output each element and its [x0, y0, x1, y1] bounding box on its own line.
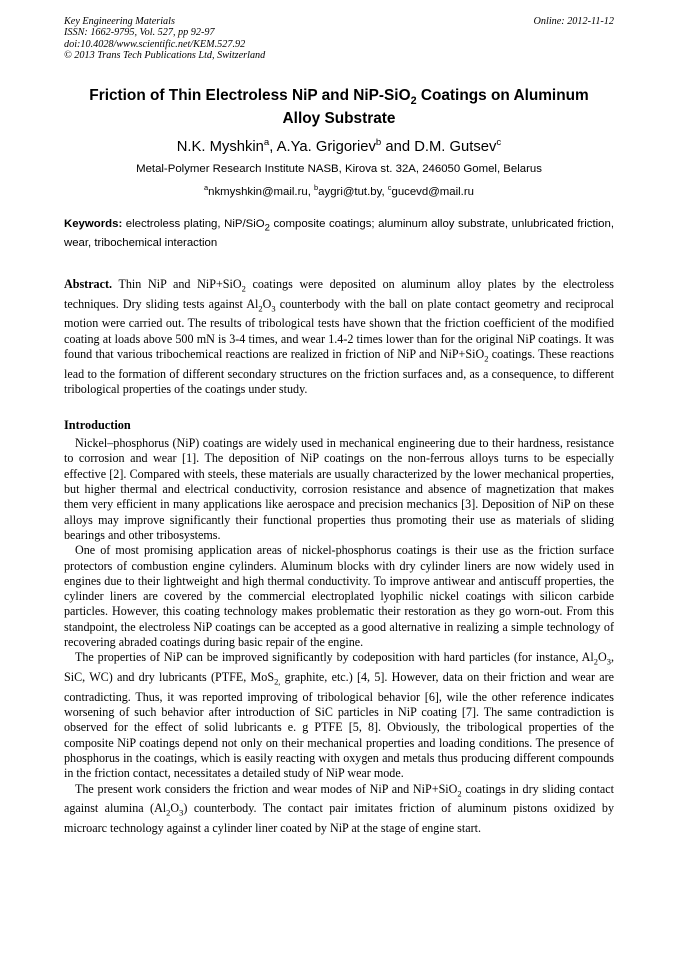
author-list	[64, 134, 614, 156]
keywords-subscript: 2	[264, 222, 270, 234]
author-separator: ,	[269, 139, 277, 156]
keywords	[64, 217, 614, 250]
paragraph-subscript: 3	[179, 807, 184, 818]
keywords-text: composite coatings; aluminum alloy substrate, unlubricated friction, wear, tribochemical interaction	[64, 217, 614, 249]
title-text: Coatings on Aluminum Alloy Substrate	[282, 87, 589, 128]
email-list	[64, 181, 614, 199]
paragraph-subscript: 2	[593, 656, 598, 667]
journal-name: Key Engineering Materials	[64, 16, 175, 27]
paragraph: One of most promising application areas of nickel-phosphorus coatings is their use as the friction surface protectors of combustion engine cylinders. Aluminum blocks with dry cylinder liners are now widely used in engines due to their lightweight and high thermal conductivity. To improve antiwear and antiscuff properties, the cylinder liners are covered by the commercial electroplated lyophilic nickel coatings with silicon carbide particles. However, this coating technology makes problematic their restoration as they go worn-out. From this standpoint, the electroless NiP coatings can be accepted as a good alternative in realizing a simple technology of recovering abraded coatings during basic repair of the engine.	[64, 543, 614, 650]
abstract-subscript: 2	[241, 283, 246, 294]
title-subscript: 2	[410, 95, 417, 108]
abstract-text: O	[262, 296, 272, 311]
paragraph-text: The properties of NiP can be improved significantly by codeposition with hard particles (for instance, Al	[75, 650, 594, 665]
issn-line: ISSN: 1662-9795, Vol. 527, pp 92-97	[64, 27, 215, 39]
abstract-label: Abstract.	[64, 276, 113, 291]
abstract-subscript: 3	[271, 302, 276, 313]
keywords-text: electroless plating, NiP/SiO	[122, 217, 265, 230]
paragraph: Nickel–phosphorus (NiP) coatings are widely used in mechanical engineering due to their hardness, resistance to corrosion and wear [1]. The deposition of NiP coatings on the non-ferrous alloys turns to be especially effective [2]. Compared with steels, these materials are usually characterized by the lower mechanical properties, but higher thermal and electrical conductivity, corrosion resistance and absence of magnetization that makes them very efficient in many applications like aerospace and precision mechanics [3]. Deposition of NiP on these alloys may improve significantly their functional properties thus promoting their use as materials of sliding bearings and other tribosystems.	[64, 436, 614, 542]
paragraph-subscript: 2	[457, 787, 462, 798]
author-name: A.Ya. Grigoriev	[276, 139, 376, 156]
paragraph-text: ) counterbody. The contact pair imitates friction of aluminum pistons oxidized by microarc technology against a cylinder liner coated by NiP at the stage of engine start.	[64, 801, 614, 835]
paragraph-subscript: 2,	[274, 676, 281, 687]
online-date: Online: 2012-11-12	[533, 16, 614, 27]
paragraph	[64, 782, 614, 837]
abstract-text: coatings. These reactions lead to the formation of different secondary structures on the friction surfaces and, as a consequence, to different tribological properties of the coatings under study.	[64, 346, 614, 396]
doi-line: doi:10.4028/www.scientific.net/KEM.527.92	[64, 38, 246, 50]
paragraph-text: O	[170, 801, 180, 816]
paragraph-text: graphite, etc.) [4, 5]. However, data on their friction and wear are contradicting. Thus, it was reported improving of tribological behavior [6], wile the other reference indicates worsening of such behavior after introduction of SiC particles in NiP coating [7]. The same contradiction is observed for the effect of solid lubricants e. g PTFE [5, 8]. Obviously, the tribological properties of the composite NiP coatings depend not only on their mechanical properties and loading conditions. The presence of phosphorus in the coatings, which is easily reacting with oxygen and metals thus producing different compounds in the friction contact, necessitates a detailed study of NiP wear mode.	[64, 670, 614, 781]
abstract-text: Thin NiP and NiP+SiO	[112, 276, 242, 291]
author-separator: and	[381, 139, 415, 156]
author-mark: c	[496, 137, 502, 149]
abstract	[64, 277, 614, 397]
email-mark: a	[204, 183, 209, 193]
title-text: Friction of Thin Electroless NiP and NiP-SiO	[89, 87, 411, 105]
introduction-body	[64, 436, 614, 836]
abstract-subscript: 2	[484, 353, 489, 364]
paragraph-text: coatings in dry sliding contact against alumina (Al	[64, 781, 614, 816]
email-address[interactable]: aygri@tut.by	[318, 185, 382, 198]
author-name: D.M. Gutsev	[414, 139, 497, 156]
paragraph-subscript: 3	[606, 656, 611, 667]
paragraph-subscript: 2	[166, 807, 171, 818]
abstract-text: coatings were deposited on aluminum alloy plates by the electroless techniques. Dry sliding tests against Al	[64, 276, 614, 311]
author-mark: b	[375, 137, 382, 149]
email-mark: b	[314, 183, 319, 193]
paragraph-text: The present work considers the friction and wear modes of NiP and NiP+SiO	[75, 781, 458, 796]
paper-title	[64, 87, 614, 128]
paragraph	[64, 650, 614, 781]
author-name: N.K. Myshkin	[176, 139, 264, 156]
email-separator: ,	[307, 185, 315, 198]
copyright-line: © 2013 Trans Tech Publications Ltd, Switzerland	[64, 49, 266, 61]
email-mark: c	[387, 183, 392, 193]
abstract-text: counterbody with the ball on plate contact geometry and reciprocal motion were carried out. The results of tribological tests have shown that the friction coefficient of the modified coating at loads above 500 mN is 3-4 times, and wear 1.4-2 times lower than for the original NiP coatings. It was found that various tribochemical reactions are realized in friction of NiP and NiP+SiO	[64, 296, 614, 361]
paper-page	[64, 16, 614, 836]
affiliation: Metal-Polymer Research Institute NASB, Kirova st. 32A, 246050 Gomel, Belarus	[136, 163, 542, 176]
journal-header	[64, 16, 614, 61]
email-address[interactable]: gucevd@mail.ru	[391, 185, 474, 198]
author-mark: a	[263, 137, 270, 149]
email-separator: ,	[381, 185, 388, 198]
email-address[interactable]: nkmyshkin@mail.ru	[208, 185, 308, 198]
paragraph-text: , SiC, WC) and dry lubricants (PTFE, MoS	[64, 650, 614, 685]
keywords-label: Keywords:	[64, 217, 123, 230]
abstract-subscript: 2	[258, 302, 263, 313]
section-heading-introduction: Introduction	[64, 418, 131, 433]
paragraph-text: O	[598, 650, 607, 665]
